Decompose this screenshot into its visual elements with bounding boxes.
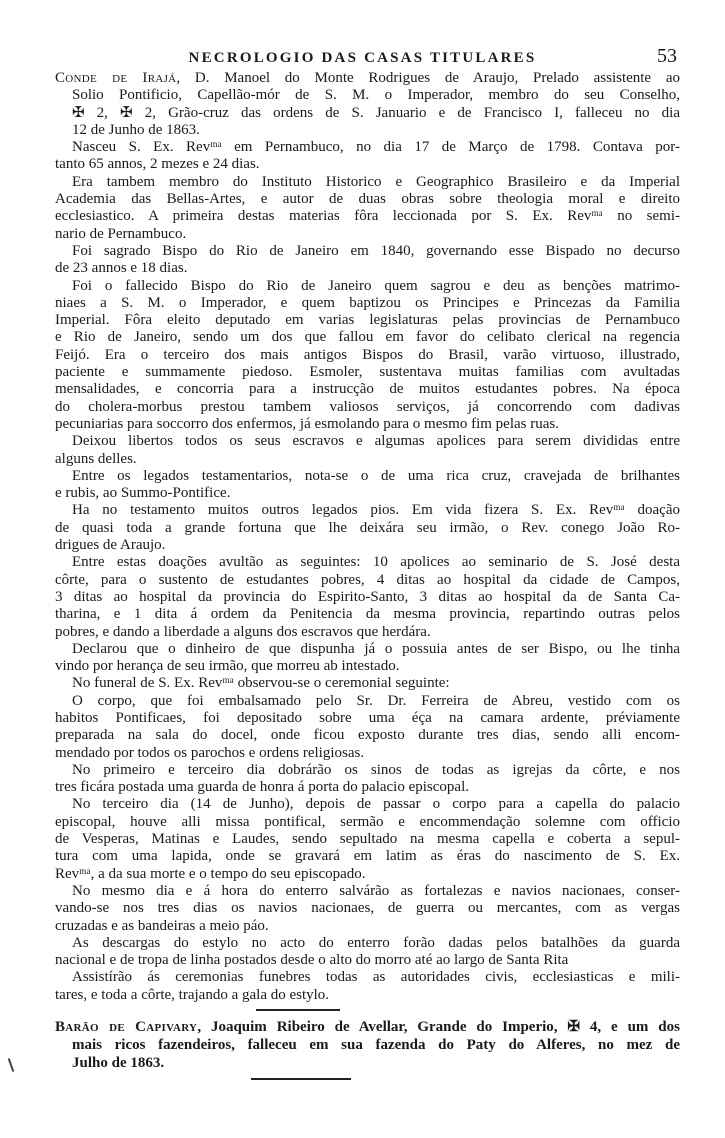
- line-text: 12 de Junho de 1863.: [72, 121, 200, 138]
- line-text: vindo por herança de seu irmão, que morreu ab intestado.: [55, 658, 400, 675]
- text-line: [55, 312, 680, 329]
- text-line: [55, 918, 680, 935]
- text-line: [55, 537, 680, 554]
- line-text: Entre estas doações avultão as seguintes: 10 apolices ao seminario de S. José desta: [72, 554, 680, 571]
- paragraph: [55, 883, 680, 935]
- paragraph: [55, 762, 680, 797]
- line-text: mais ricos fazendeiros, falleceu em sua fazenda do Paty do Alferes, no mez de: [72, 1037, 680, 1053]
- text-line: [55, 848, 680, 865]
- line-text: de quasi toda a grande fortuna que lhe deixára seu irmão, o Rev. conego João Ro-: [55, 519, 680, 536]
- paragraph: [55, 433, 680, 468]
- line-text: Feijó. Era o terceiro dos mais antigos Bispos do Brasil, varão virtuoso, illustrado,: [55, 346, 680, 363]
- margin-mark: [8, 1058, 15, 1072]
- line-text: paciente e summamente piedoso. Esmoler, sustentava muitas familias com avultadas: [55, 364, 680, 381]
- text-line: [55, 174, 680, 191]
- paragraph: [55, 139, 680, 174]
- text-line: [55, 675, 680, 692]
- line-text: de Vesperas, Matinas e Laudes, sendo sepultado na mesma capella e coberta a sepul-: [55, 831, 680, 848]
- separator-rule: [251, 1078, 351, 1080]
- text-line: [55, 502, 680, 519]
- paragraph: [55, 174, 680, 243]
- entry-barao-de-capivary: [55, 1018, 680, 1072]
- line-text: No mesmo dia e á hora do enterro salvárão as fortalezas e navios nacionaes, conser-: [72, 882, 680, 899]
- line-text: ecclesiastico. A primeira destas materias fôra leccionada por S. Ex. Revᵐᵃ no semi-: [55, 208, 680, 225]
- paragraph: [55, 468, 680, 503]
- line-text: habitos Pontificaes, foi depositado sobre uma éça na camara ardente, préviamente: [55, 709, 680, 726]
- line-text: cruzadas e as bandeiras a meio páo.: [55, 917, 269, 934]
- line-text: ✠ 2, ✠ 2, Grão-cruz das ordens de S. Januario e de Francisco I, falleceu no dia: [72, 104, 680, 121]
- paragraph: [55, 796, 680, 882]
- text-line: [55, 935, 680, 952]
- line-text: O corpo, que foi embalsamado pelo Sr. Dr. Ferreira de Abreu, vestido com os: [72, 692, 680, 709]
- text-line: [55, 589, 680, 606]
- paragraph: [55, 641, 680, 676]
- line-text: mendado por todos os parochos e ordens religiosas.: [55, 744, 365, 761]
- line-text: tura com uma lapida, onde se gravará em latim as éras do nascimento de S. Ex.: [55, 848, 680, 865]
- text-line: [55, 139, 680, 156]
- text-line: [55, 883, 680, 900]
- text-line: [55, 900, 680, 917]
- line-text: As descargas do estylo no acto do enterro forão dadas pelos batalhões da guarda: [72, 934, 680, 951]
- line-text: drigues de Araujo.: [55, 537, 166, 554]
- paragraph: [55, 243, 680, 278]
- paragraph: [55, 693, 680, 762]
- line-text: No primeiro e terceiro dia dobrárão os sinos de todas as igrejas da côrte, e nos: [72, 761, 680, 778]
- line-text: No terceiro dia (14 de Junho), depois de passar o corpo para a capella do palacio: [72, 796, 680, 813]
- text-line: [55, 779, 680, 796]
- entry-heading-paragraph: [55, 1018, 680, 1072]
- line-text: Revᵐᵃ, a da sua morte e o tempo do seu episcopado.: [55, 865, 366, 882]
- line-text: Foi o fallecido Bispo do Rio de Janeiro quem sagrou e deu as benções matrimo-: [72, 277, 680, 294]
- text-line: [55, 191, 680, 208]
- line-text: tres ficára postada uma guarda de honra á porta do palacio episcopal.: [55, 779, 469, 796]
- text-line: [55, 710, 680, 727]
- line-text: Era tambem membro do Instituto Historico e Geographico Brasileiro e da Imperial: [72, 173, 680, 190]
- line-text: episcopal, houve alli missa pontifical, sermão e encommendação solemne com officio: [55, 813, 680, 830]
- line-text: Academia das Bellas-Artes, e autor de duas obras sobre theologia moral e direito: [55, 191, 680, 208]
- entry-heading-paragraph: [55, 70, 680, 139]
- text-line: [55, 987, 680, 1004]
- text-line: [55, 364, 680, 381]
- text-line: [55, 814, 680, 831]
- paragraph: [55, 278, 680, 434]
- text-line: [55, 520, 680, 537]
- text-line: [55, 468, 680, 485]
- text-line: [55, 381, 680, 398]
- text-line: [55, 451, 680, 468]
- text-line: [55, 156, 680, 173]
- line-text: Solio Pontificio, Capellão-mór de S. M. o Imperador, membro do seu Conselho,: [72, 87, 680, 104]
- line-text: niaes a S. M. o Imperador, e quem baptizou os Principes e Princezas da Familia: [55, 294, 680, 311]
- entry-conde-de-iraja: [55, 70, 680, 1004]
- line-text: tharina, e 1 dita á ordem da Penitencia da mesma provincia, repartindo outras pelos: [55, 606, 680, 623]
- text-line: [55, 624, 680, 641]
- text-line: [55, 745, 680, 762]
- line-text: de 23 annos e 18 dias.: [55, 260, 188, 277]
- text-line: [55, 122, 680, 139]
- paragraph: [55, 554, 680, 640]
- line-text: tares, e toda a côrte, trajando a gala do estylo.: [55, 986, 330, 1003]
- text-line: [55, 87, 680, 104]
- text-line: [55, 485, 680, 502]
- line-text: Deixou libertos todos os seus escravos e algumas apolices para serem divididas entre: [72, 433, 680, 450]
- line-text: 3 ditas ao hospital da provincia do Espirito-Santo, 3 ditas ao hospital da de Santa Ca-: [55, 588, 680, 605]
- line-text: côrte, para o sustento de estudantes pobres, 4 ditas ao hospital da cidade de Campos,: [55, 571, 680, 588]
- line-text: Entre os legados testamentarios, nota-se o de uma rica cruz, cravejada de brilhantes: [72, 467, 680, 484]
- line-text: preparada na sala do docel, onde ficou exposto durante tres dias, sendo alli encom-: [55, 727, 680, 744]
- text-line: [55, 641, 680, 658]
- text-line: [55, 762, 680, 779]
- text-line: [55, 416, 680, 433]
- paragraph: [55, 675, 680, 692]
- running-header: NECROLOGIO DAS CASAS TITULARES: [188, 50, 537, 66]
- text-line: [55, 243, 680, 260]
- paragraph: [55, 969, 680, 1004]
- text-line: [55, 295, 680, 312]
- line-text: nario de Pernambuco.: [55, 225, 187, 242]
- line-text: Nasceu S. Ex. Revᵐᵃ em Pernambuco, no dia 17 de Março de 1798. Contava por-: [72, 139, 680, 156]
- entry-title-name: Barão de Capivary: [55, 1019, 198, 1035]
- text-line: [55, 969, 680, 986]
- line-text: alguns delles.: [55, 450, 137, 467]
- text-line: [55, 208, 680, 225]
- line-text: vando-se nos tres dias os navios nacionaes, de guerra ou mercantes, com as vergas: [55, 900, 680, 917]
- line-text: Imperial. Fôra eleito deputado em varias legislaturas pelas provincias de Pernambuco: [55, 312, 680, 329]
- line-text: Foi sagrado Bispo do Rio de Janeiro em 1840, governando esse Bispado no decurso: [72, 242, 680, 259]
- text-line: [55, 866, 680, 883]
- line-text: , Joaquim Ribeiro de Avellar, Grande do Imperio, ✠ 4, e um dos: [197, 1019, 680, 1035]
- text-line: [55, 260, 680, 277]
- paragraph: [55, 502, 680, 554]
- text-line: [55, 693, 680, 710]
- text-line: [55, 399, 680, 416]
- text-line: [55, 329, 680, 346]
- text-line: [55, 1054, 680, 1072]
- text-line: [55, 952, 680, 969]
- line-text: do cholera-morbus prestou tambem valiosos serviços, já concorrendo com dadivas: [55, 398, 680, 415]
- text-line: [55, 572, 680, 589]
- line-text: Ha no testamento muitos outros legados pios. Em vida fizera S. Ex. Revᵐᵃ doação: [72, 502, 680, 519]
- text-line: [55, 70, 680, 87]
- text-line: [55, 1036, 680, 1054]
- text-line: [55, 433, 680, 450]
- text-line: [55, 658, 680, 675]
- text-line: [55, 831, 680, 848]
- line-text: e rubis, ao Summo-Pontifice.: [55, 485, 231, 502]
- text-line: [55, 796, 680, 813]
- line-text: mensalidades, e concorria para a instrucção de muitos estudantes pobres. Na época: [55, 381, 680, 398]
- line-text: , D. Manoel do Monte Rodrigues de Araujo, Prelado assistente ao: [176, 70, 680, 86]
- line-text: pobres, e dando a liberdade a alguns dos escravos que herdára.: [55, 623, 431, 640]
- line-text: Julho de 1863.: [72, 1055, 165, 1071]
- text-line: [55, 554, 680, 571]
- line-text: e Rio de Janeiro, sendo um dos que fallou em favor do celibato clerical na regencia: [55, 329, 680, 346]
- text-line: [55, 105, 680, 122]
- line-text: Assistírão ás ceremonias funebres todas as autoridades civis, ecclesiasticas e mili-: [72, 969, 680, 986]
- page-number: 53: [657, 45, 677, 67]
- line-text: tanto 65 annos, 2 mezes e 24 dias.: [55, 156, 260, 173]
- text-line: [55, 606, 680, 623]
- line-text: pecuniarias para soccorro dos enfermos, já esmolando para o mesmo fim pelas ruas.: [55, 415, 559, 432]
- text-line: [55, 347, 680, 364]
- line-text: Declarou que o dinheiro de que dispunha já o possuia antes de ser Bispo, ou lhe tinha: [72, 640, 680, 657]
- text-line: [55, 1018, 680, 1036]
- text-line: [55, 727, 680, 744]
- paragraph: [55, 935, 680, 970]
- line-text: No funeral de S. Ex. Revᵐᵃ observou-se o ceremonial seguinte:: [72, 675, 450, 692]
- text-line: [55, 226, 680, 243]
- line-text: nacional e de tropa de linha postados desde o alto do morro até ao largo de Santa Rita: [55, 952, 569, 969]
- entry-title-name: Conde de Irajá: [55, 70, 177, 86]
- separator-rule: [256, 1009, 340, 1011]
- text-line: [55, 278, 680, 295]
